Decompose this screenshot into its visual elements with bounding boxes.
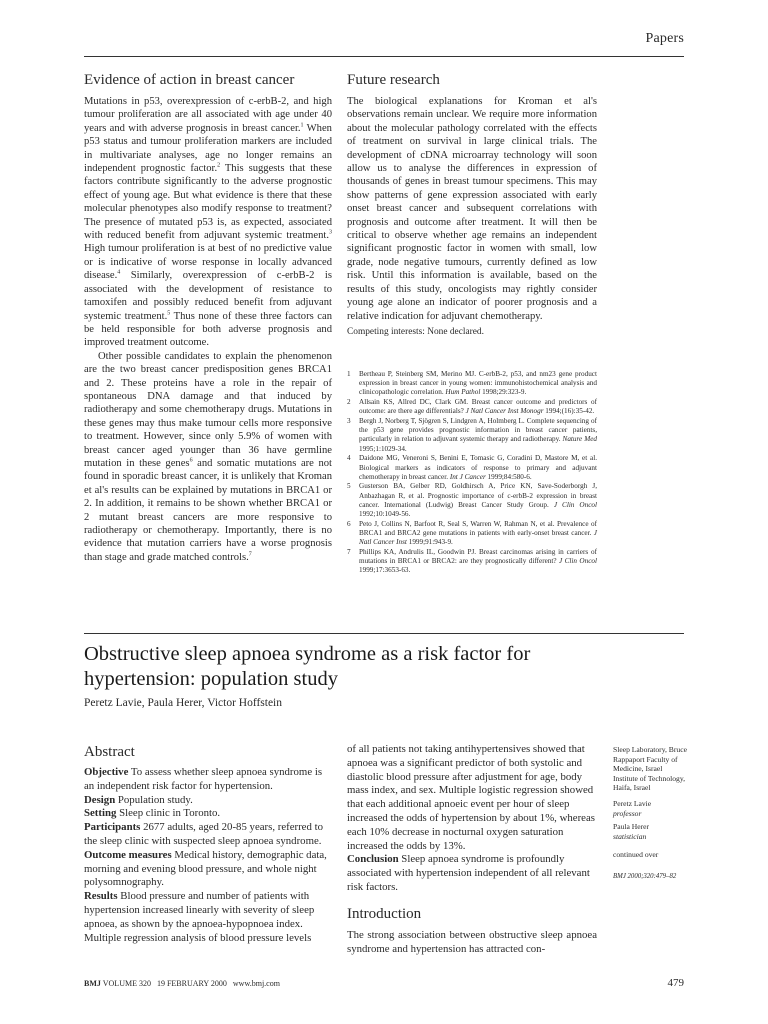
abstract-item-text: Blood pressure and number of patients with hypertension increased linearly with severity of sleep apnoea, as shown by the apnoea-hypopnoea index. Multiple regression analysis of blood pressure levels: [84, 890, 315, 944]
author2-name: Paula Herer: [613, 822, 650, 832]
citation-superscript: 2: [217, 162, 221, 169]
reference-text: [359, 520, 597, 548]
reference-run: Phillips KA, Andrulis IL, Goodwin PJ. Breast carcinomas arising in carriers of mutations in BRCA1 or BRCA2: are they prognostically different?: [359, 547, 597, 566]
text-run: Similarly, overexpression of c-erbB-2 is associated with the development of resistance to tamoxifen and possibly reduced benefit from adjuvant systemic treatment.: [84, 270, 332, 322]
introduction-text: The strong association between obstructive sleep apnoea syndrome and hypertension has attracted con-: [347, 929, 597, 955]
article-authors: Peretz Lavie, Paula Herer, Victor Hoffstein: [84, 697, 283, 709]
text-run: Mutations in p53, overexpression of c-erbB-2, and high tumour proliferation are all associated with age under 40 years and with adverse prognosis in breast cancer.: [84, 96, 332, 134]
reference-run: 1999;17:3653-63.: [359, 566, 411, 575]
reference-number: 3: [347, 417, 351, 426]
reference-run: 1999;84:580-6.: [485, 472, 532, 481]
section-heading-evidence: Evidence of action in breast cancer: [84, 72, 295, 88]
introduction-heading: Introduction: [347, 906, 422, 922]
citation-superscript: 5: [167, 309, 171, 316]
author1-role: professor: [613, 808, 642, 818]
citation-superscript: 6: [189, 457, 193, 464]
reference-text: [359, 398, 597, 416]
article-title: Obstructive sleep apnoea syndrome as a risk factor for hypertension: population study: [84, 643, 531, 690]
abstract-item-text: Population study.: [115, 793, 193, 806]
reference-item: [347, 482, 597, 519]
right-column-body: [347, 95, 597, 339]
footer-journal: BMJ: [84, 979, 101, 988]
reference-run: Bergh J, Norberg T, Sjögren S, Lindgren A, Holmberg L. Complete sequencing of the p53 gene provides prognostic information in breast cancer patients, particularly in relation to adjuvant systemic therapy and radiotherapy.: [359, 417, 597, 444]
abstract-structured-items: [84, 766, 332, 945]
reference-item: [347, 417, 597, 454]
abstract-item-label: Participants: [84, 821, 141, 834]
section-heading-future-research: Future research: [347, 72, 440, 88]
abstract-item-label: Objective: [84, 766, 129, 778]
abstract-item-text: Sleep clinic in Toronto.: [116, 807, 221, 820]
abstract-item: [84, 849, 332, 890]
reference-item: [347, 548, 597, 576]
reference-run: 1992;10:1049-56.: [359, 510, 411, 519]
author-affiliation-sidebar: [613, 745, 689, 882]
left-column-body: [84, 95, 332, 564]
abstract-item: [84, 890, 332, 945]
text-run: and somatic mutations are not found in sporadic breast cancer, it is unlikely that Kroman et al's results can be explained by mutations in BRCA1 or 2. In addition, it remains to be shown whether BRCA1 or 2 mutant breast cancers are more responsive to radiotherapy or chemotherapy. Importantly, there is no evidence that mutation carriers have a worse prognosis than stage and grade matched controls.: [84, 457, 332, 563]
text-run: When p53 status and tumour proliferation markers are included in multivariate analyses, age no longer remains an independent prognostic factor.: [84, 122, 332, 175]
reference-run: Allsain KS, Allred DC, Clark GM. Breast cancer outcome and predictors of outcome: are there age differentials?: [359, 398, 597, 416]
article-divider: [84, 633, 684, 634]
abstract-item: [84, 794, 332, 808]
citation: [613, 872, 689, 882]
abstract-item-text: 2677 adults, aged 20-85 years, referred to the sleep clinic with suspected sleep apnoea syndrome.: [84, 821, 323, 847]
abstract-item: [84, 807, 332, 821]
reference-run: Bertheau P, Steinberg SM, Merino MJ. C-erbB-2, p53, and nm23 gene product expression in breast cancer in young women: immunohistochemical analysis and clinicopathologic correlation.: [359, 370, 597, 397]
abstract-item-text: To assess whether sleep apnoea syndrome is an independent risk factor for hypertension.: [84, 766, 323, 792]
abstract-item-label: Outcome measures: [84, 848, 172, 861]
citation-superscript: 7: [248, 551, 252, 558]
abstract-item: [84, 821, 332, 849]
reference-text: [359, 548, 597, 576]
abstract-continuation: [347, 743, 597, 895]
reference-journal: Int J Cancer: [449, 472, 486, 481]
page-number: 479: [667, 977, 684, 989]
abstract-heading: Abstract: [84, 744, 135, 760]
abstract-item-label: Results: [84, 890, 118, 903]
citation-superscript: 1: [300, 122, 304, 129]
reference-run: Peto J, Collins N, Barfoot R, Seal S, Warren W, Rahman N, et al. Prevalence of BRCA1 and BRCA2 gene mutations in patients with early-onset breast cancer.: [359, 519, 597, 537]
affiliation-text: Sleep Laboratory, Bruce Rappaport Faculty of Medicine, Israel Institute of Technology, Haifa, Israel: [613, 745, 687, 793]
abstract-conclusion: [347, 853, 597, 894]
header-divider: [84, 56, 684, 57]
evidence-paragraph-2: [84, 350, 332, 565]
reference-text: [359, 454, 597, 482]
reference-journal: Nature Med: [562, 435, 597, 444]
reference-item: [347, 454, 597, 482]
abstract-item-label: Setting: [84, 807, 117, 820]
evidence-paragraph-1: [84, 95, 332, 350]
citation-text: BMJ 2000;320:479–82: [613, 872, 677, 880]
reference-item: [347, 520, 597, 548]
reference-text: [359, 482, 597, 519]
reference-text: [359, 370, 597, 398]
reference-number: 5: [347, 482, 351, 491]
reference-run: 1999;91:943-9.: [406, 538, 453, 547]
future-research-paragraph: The biological explanations for Kroman et al's observations remain unclear. We require more information about the molecular pathology correlated with the effects of treatment on survival in large clinical trials. The development of cDNA microarray technology will soon allow us to analyse the differences in expression of thousands of genes in breast tumour specimens. This may show patterns of gene expression associated with early onset breast cancer and subsequent correlations with prognosis and outcome after treatment. It will then be critical to observe whether age remains an independent significant prognostic factor in women with small, low grade, node negative tumours, currently defined as low risk. Until this information is available, based on the results of this study, oncologists may rightly consider young age alone an indicator of poorer prognosis and a relative indication for adjuvant chemotherapy.: [347, 96, 597, 322]
abstract-results-continuation: of all patients not taking antihypertensives showed that apnoea was a significant predictor of both systolic and diastolic blood pressure after adjustment for age, body mass index, and sex. Multiple logistic regression showed that each additional apnoeic event per hour of sleep increased the odds of hypertension by about 1%, whereas each 10% decrease in nocturnal oxygen saturation increased the odds by 13%.: [347, 743, 595, 852]
text-run: This suggests that these factors contribute significantly to the adverse prognostic effect of young age. But what evidence is there that these molecular phenotypes also modify response to treatment? The presence of mutated p53 is, as expected, associated with reduced benefit from adjuvant systemic treatment.: [84, 163, 332, 242]
section-label: Papers: [645, 31, 684, 46]
reference-run: Daidone MG, Veneroni S, Benini E, Tomasic G, Coradini D, Mastore M, et al. Biological markers as indicators of response to primary and adjuvant chemotherapy in breast cancer.: [359, 454, 597, 481]
text-run: Thus none of these three factors can be held responsible for both adverse prognosis and improved treatment outcome.: [84, 310, 332, 349]
abstract-item-text: Medical history, demographic data, morning and evening blood pressure, and whole night polysomnography.: [84, 848, 327, 889]
reference-run: 1994;(16):35-42.: [543, 407, 595, 416]
conclusion-label: Conclusion: [347, 853, 399, 866]
author1-name: Peretz Lavie: [613, 798, 652, 808]
reference-run: 1998;29:323-9.: [480, 388, 527, 397]
citation-superscript: 4: [117, 269, 121, 276]
reference-number: 4: [347, 454, 351, 463]
reference-number: 2: [347, 398, 351, 407]
abstract-item: [84, 766, 332, 794]
reference-item: [347, 398, 597, 416]
continued-note: continued over: [613, 850, 659, 860]
reference-journal: J Natl Cancer Inst: [359, 528, 597, 547]
page-footer: [84, 979, 280, 988]
reference-journal: Hum Pathol: [445, 388, 481, 397]
competing-interests: Competing interests: None declared.: [347, 326, 484, 337]
reference-number: 7: [347, 547, 351, 556]
reference-item: [347, 370, 597, 398]
reference-run: 1995;1:1029-34.: [359, 444, 407, 453]
reference-journal: J Natl Cancer Inst Monogr: [465, 407, 544, 416]
abstract-item-label: Design: [84, 793, 116, 806]
text-run: Other possible candidates to explain the phenomenon are the two breast cancer predisposition genes BRCA1 and 2. These proteins have a role in the repair of spontaneous DNA damage and that induced by radiotherapy and some chemotherapy drugs. Mutations in these genes may thus make tumour cells more responsive to treatment. However, since only 5.9% of women with breast cancer aged younger than 36 have germline mutation in these genes: [84, 350, 332, 469]
reference-list: [347, 370, 597, 576]
text-run: High tumour proliferation is at best of no predictive value or is indicative of worse response in locally advanced disease.: [84, 243, 332, 282]
reference-number: 1: [347, 370, 351, 378]
reference-text: [359, 417, 597, 454]
reference-journal: J Clin Oncol: [559, 557, 597, 566]
citation-superscript: 3: [329, 229, 332, 236]
reference-number: 6: [347, 519, 351, 528]
conclusion-text: Sleep apnoea syndrome is profoundly associated with hypertension independent of all relevant risk factors.: [347, 853, 590, 893]
footer-volume-date: VOLUME 320 19 FEBRUARY 2000 www.bmj.com: [100, 979, 280, 988]
reference-journal: J Clin Oncol: [553, 500, 597, 509]
author2-role: statistician: [613, 831, 647, 841]
reference-run: Gusterson BA, Gelber RD, Goldhirsch A, Price KN, Save-Soderborgh J, Anbazhagan R, et al. Prognostic importance of c-erbB-2 expression in breast cancer. International (Ludwig) Breast Cancer Study Group.: [359, 482, 597, 509]
